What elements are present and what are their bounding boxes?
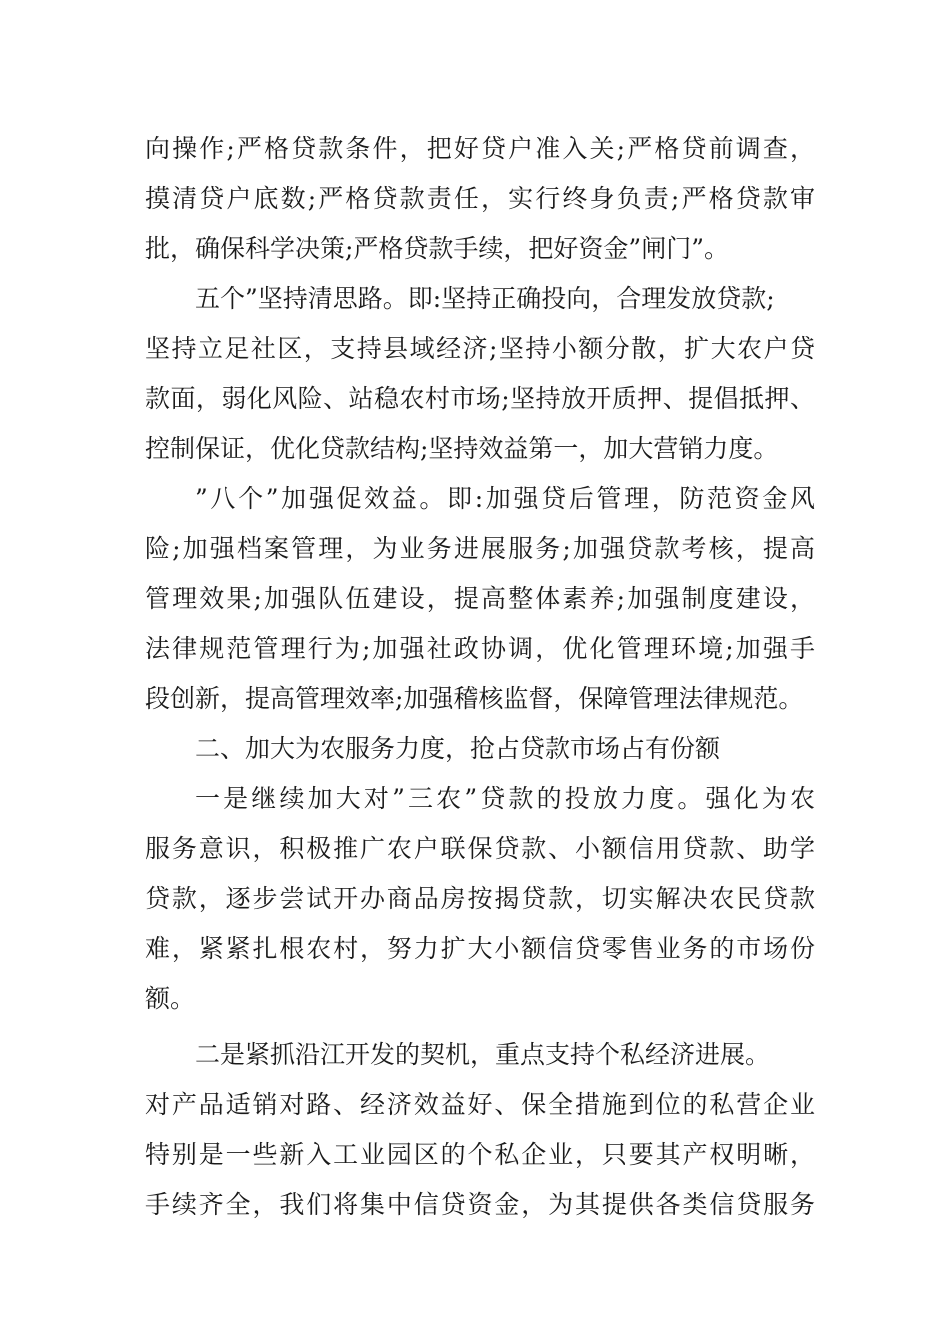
text-line: 批，确保科学决策;严格贷款手续，把好资金”闸门”。	[145, 234, 729, 263]
text-line: 法律规范管理行为;加强社政协调，优化管理环境;加强手	[145, 634, 815, 663]
text-line: 服务意识，积极推广农户联保贷款、小额信用贷款、助学	[145, 834, 815, 863]
text-line: 手续齐全，我们将集中信贷资金，为其提供各类信贷服务	[145, 1190, 815, 1219]
document-body	[145, 124, 815, 1230]
text-line: 管理效果;加强队伍建设，提高整体素养;加强制度建设，	[145, 584, 815, 613]
text-line: 额。	[145, 984, 196, 1013]
text-line: 向操作;严格贷款条件，把好贷户准入关;严格贷前调查，	[145, 134, 815, 163]
text-line: 特别是一些新入工业园区的个私企业，只要其产权明晰，	[145, 1140, 815, 1169]
paragraph-first-line: 二是紧抓沿江开发的契机，重点支持个私经济进展。	[195, 1040, 771, 1069]
text-line: 段创新，提高管理效率;加强稽核监督，保障管理法律规范。	[145, 684, 804, 713]
paragraph-first-line: 一是继续加大对”三农”贷款的投放力度。强化为农	[195, 784, 815, 813]
text-line: 坚持立足社区，支持县域经济;坚持小额分散，扩大农户贷	[145, 334, 815, 363]
text-line: 贷款，逐步尝试开办商品房按揭贷款，切实解决农民贷款	[145, 884, 815, 913]
text-line: 对产品适销对路、经济效益好、保全措施到位的私营企业	[145, 1090, 815, 1119]
section-heading: 二、加大为农服务力度，抢占贷款市场占有份额	[195, 734, 721, 763]
text-line: 难，紧紧扎根农村，努力扩大小额信贷零售业务的市场份	[145, 934, 815, 963]
paragraph-first-line: 五个”坚持清思路。即:坚持正确投向，合理发放贷款;	[195, 284, 775, 313]
paragraph-first-line: ”八个”加强促效益。即:加强贷后管理，防范资金风	[195, 484, 815, 513]
text-line: 险;加强档案管理，为业务进展服务;加强贷款考核，提高	[145, 534, 815, 563]
text-line: 摸清贷户底数;严格贷款责任，实行终身负责;严格贷款审	[145, 184, 815, 213]
text-line: 控制保证，优化贷款结构;坚持效益第一，加大营销力度。	[145, 434, 779, 463]
text-line: 款面，弱化风险、站稳农村市场;坚持放开质押、提倡抵押、	[145, 384, 815, 413]
